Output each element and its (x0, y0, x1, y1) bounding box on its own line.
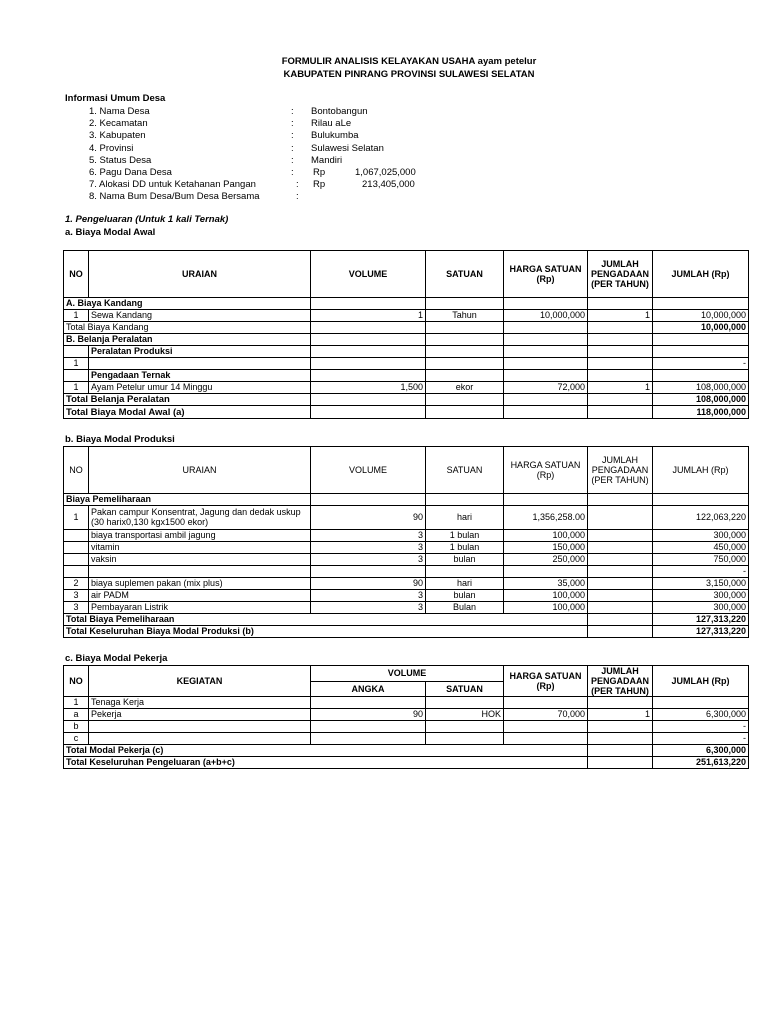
info-value: Bulukumba (311, 130, 359, 142)
info-colon: : (291, 142, 294, 154)
table-row: 1 - (64, 358, 749, 370)
header-harga: HARGA SATUAN (Rp) (504, 251, 588, 298)
table-row: 1 Tenaga Kerja (64, 697, 749, 709)
info-heading: Informasi Umum Desa (65, 93, 166, 104)
group-label: B. Belanja Peralatan (64, 334, 311, 346)
header-no: NO (64, 251, 89, 298)
table-header-row: NO KEGIATAN VOLUME HARGA SATUAN (Rp) JUMLAH PENGADAAN (PER TAHUN) JUMLAH (Rp) (64, 666, 749, 682)
info-colon: : (291, 154, 294, 166)
table-row: c - (64, 733, 749, 745)
info-value: 1,067,025,000 (355, 166, 416, 178)
info-label: 2. Kecamatan (89, 118, 148, 130)
info-row (89, 118, 489, 130)
total-row: Total Keseluruhan Pengeluaran (a+b+c) 251,613,220 (64, 757, 749, 769)
total-row: Total Biaya Pemeliharaan 127,313,220 (64, 614, 749, 626)
info-value: Sulawesi Selatan (311, 142, 384, 154)
info-value: Rilau aLe (311, 118, 352, 130)
table-header-row: NO URAIAN VOLUME SATUAN HARGA SATUAN (Rp) JUMLAH PENGADAAN (PER TAHUN) JUMLAH (Rp) (64, 447, 749, 494)
title-line-2: KABUPATEN PINRANG PROVINSI SULAWESI SELATAN (283, 69, 535, 80)
table-row: 3 air PADM 3 bulan 100,000 300,000 (64, 590, 749, 602)
info-label: 8. Nama Bum Desa/Bum Desa Bersama (89, 191, 260, 203)
total-row: Total Biaya Modal Awal (a) 118,000,000 (64, 406, 749, 419)
table-row: vitamin 3 1 bulan 150,000 450,000 (64, 542, 749, 554)
header-volume: VOLUME (311, 251, 426, 298)
header-uraian: URAIAN (89, 251, 311, 298)
info-value: 213,405,000 (362, 179, 415, 191)
table-row: 3 Pembayaran Listrik 3 Bulan 100,000 300,000 (64, 602, 749, 614)
info-label: 3. Kabupaten (89, 130, 146, 142)
table-row: biaya transportasi ambil jagung 3 1 bulan 100,000 300,000 (64, 530, 749, 542)
table-row: vaksin 3 bulan 250,000 750,000 (64, 554, 749, 566)
info-colon: : (291, 106, 294, 117)
info-colon: : (291, 130, 294, 142)
table-row: Peralatan Produksi (64, 346, 749, 358)
total-row: Total Biaya Kandang 10,000,000 (64, 322, 749, 334)
table-header-row: ANGKA SATUAN (64, 681, 749, 697)
table-row: 1 Pakan campur Konsentrat, Jagung dan dedak uskup (30 harix0,130 kgx1500 ekor) 90 hari 1,356,258.00 122,063,220 (64, 506, 749, 530)
info-label: 7. Alokasi DD untuk Ketahanan Pangan (89, 179, 256, 191)
table-row (64, 298, 749, 310)
section-modal-produksi: b. Biaya Modal Produksi (65, 434, 175, 445)
table-row (64, 334, 749, 346)
table-modal-pekerja (63, 665, 749, 769)
info-row (89, 106, 489, 118)
group-label: Biaya Pemeliharaan (64, 494, 311, 506)
info-label: 1. Nama Desa (89, 106, 150, 117)
total-row: Total Keseluruhan Biaya Modal Produksi (b) 127,313,220 (64, 626, 749, 638)
header-jumlah: JUMLAH (Rp) (653, 251, 749, 298)
section-pengeluaran: 1. Pengeluaran (Untuk 1 kali Ternak) (65, 214, 229, 225)
section-modal-awal: a. Biaya Modal Awal (65, 227, 156, 238)
title-line-1: FORMULIR ANALISIS KELAYAKAN USAHA ayam petelur (281, 56, 537, 67)
info-currency: Rp (313, 166, 326, 178)
group-label: A. Biaya Kandang (64, 298, 311, 310)
total-row: Total Modal Pekerja (c) 6,300,000 (64, 745, 749, 757)
table-row: 1 Ayam Petelur umur 14 Minggu 1,500 ekor 72,000 1 108,000,000 (64, 382, 749, 394)
info-currency: Rp (313, 179, 326, 191)
total-row: Total Belanja Peralatan 108,000,000 (64, 394, 749, 406)
table-row: - (64, 566, 749, 578)
info-row (89, 130, 489, 142)
header-satuan: SATUAN (426, 251, 504, 298)
table-modal-awal (63, 250, 749, 419)
info-row (89, 167, 489, 179)
info-colon: : (296, 179, 299, 191)
table-row: Pengadaan Ternak (64, 370, 749, 382)
table-row: a Pekerja 90 HOK 70,000 1 6,300,000 (64, 709, 749, 721)
info-colon: : (296, 191, 299, 203)
info-label: 6. Pagu Dana Desa (89, 166, 172, 178)
table-row: b - (64, 721, 749, 733)
info-colon: : (291, 166, 294, 178)
info-row (89, 143, 489, 155)
info-label: 4. Provinsi (89, 142, 134, 154)
info-label: 5. Status Desa (89, 154, 152, 166)
section-modal-pekerja: c. Biaya Modal Pekerja (65, 653, 168, 664)
table-row: 1 Sewa Kandang 1 Tahun 10,000,000 1 10,000,000 (64, 310, 749, 322)
table-header-row (64, 251, 749, 298)
info-value: Bontobangun (311, 106, 368, 117)
document-title (0, 55, 768, 81)
info-value: Mandiri (311, 154, 343, 166)
info-list (89, 106, 489, 204)
header-pengadaan: JUMLAH PENGADAAN (PER TAHUN) (588, 251, 653, 298)
info-row (89, 155, 489, 167)
info-colon: : (291, 118, 294, 130)
table-row: 2 biaya suplemen pakan (mix plus) 90 hari 35,000 3,150,000 (64, 578, 749, 590)
table-row (64, 494, 749, 506)
info-row (89, 191, 489, 203)
table-modal-produksi (63, 446, 749, 638)
info-row (89, 179, 489, 191)
